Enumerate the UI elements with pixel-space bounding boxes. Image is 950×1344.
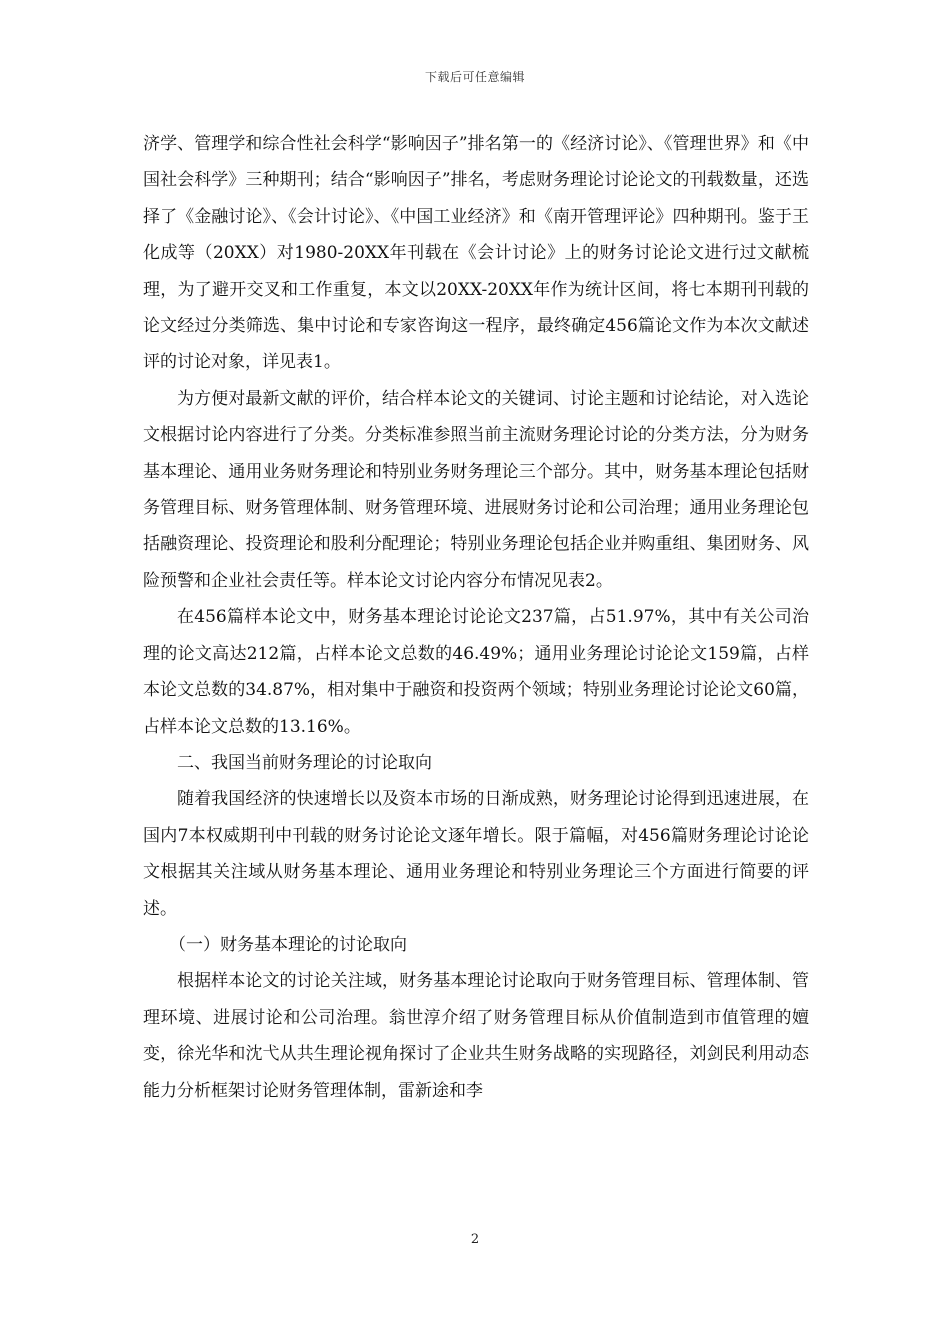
paragraph-classification: 为方便对最新文献的评价，结合样本论文的关键词、讨论主题和讨论结论，对入选论文根据讨论内容进行了分类。分类标准参照当前主流财务理论讨论的分类方法，分为财务基本理论、通用业务财务理论和特别业务财务理论三个部分。其中，财务基本理论包括财务管理目标、财务管理体制、财务管理环境、进展财务讨论和公司治理；通用业务理论包括融资理论、投资理论和股利分配理论；特别业务理论包括企业并购重组、集团财务、风险预警和企业社会责任等。样本论文讨论内容分布情况见表2。	[143, 388, 809, 591]
paragraph-basic-theory: 根据样本论文的讨论关注域，财务基本理论讨论取向于财务管理目标、管理体制、管理环境、进展讨论和公司治理。翁世淳介绍了财务管理目标从价值制造到市值管理的嬗变，徐光华和沈弋从共生理论视角探讨了企业共生财务战略的实现路径，刘剑民利用动态能力分析框架讨论财务管理体制，雷新途和李	[143, 971, 809, 1101]
section-heading: 二、我国当前财务理论的讨论取向	[177, 752, 432, 773]
document-body	[143, 126, 809, 1109]
subsection-heading: （一）财务基本理论的讨论取向	[169, 934, 407, 955]
paragraph-continuation: 济学、管理学和综合性社会科学“影响因子”排名第一的《经济讨论》、《管理世界》和《中国社会科学》三种期刊；结合“影响因子”排名，考虑财务理论讨论论文的刊载数量，还选择了《金融讨论》、《会计讨论》、《中国工业经济》和《南开管理评论》四种期刊。鉴于王化成等（20XX）对1980-20XX年刊载在《会计讨论》上的财务讨论论文进行过文献梳理，为了避开交叉和工作重复，本文以20XX-20XX年作为统计区间，将七本期刊刊载的论文经过分类筛选、集中讨论和专家咨询这一程序，最终确定456篇论文作为本次文献述评的讨论对象，详见表1。	[143, 134, 809, 373]
page-header: 下载后可任意编辑	[424, 70, 525, 84]
paragraph-section-intro: 随着我国经济的快速增长以及资本市场的日渐成熟，财务理论讨论得到迅速进展，在国内7本权威期刊中刊载的财务讨论论文逐年增长。限于篇幅，对456篇财务理论讨论论文根据其关注域从财务基本理论、通用业务理论和特别业务理论三个方面进行简要的评述。	[143, 789, 809, 919]
paragraph-statistics: 在456篇样本论文中，财务基本理论讨论论文237篇，占51.97%，其中有关公司治理的论文高达212篇，占样本论文总数的46.49%；通用业务理论讨论论文159篇，占样本论文总数的34.87%，相对集中于融资和投资两个领域；特别业务理论讨论论文60篇，占样本论文总数的13.16%。	[143, 607, 809, 737]
page-number: 2	[470, 1232, 480, 1247]
